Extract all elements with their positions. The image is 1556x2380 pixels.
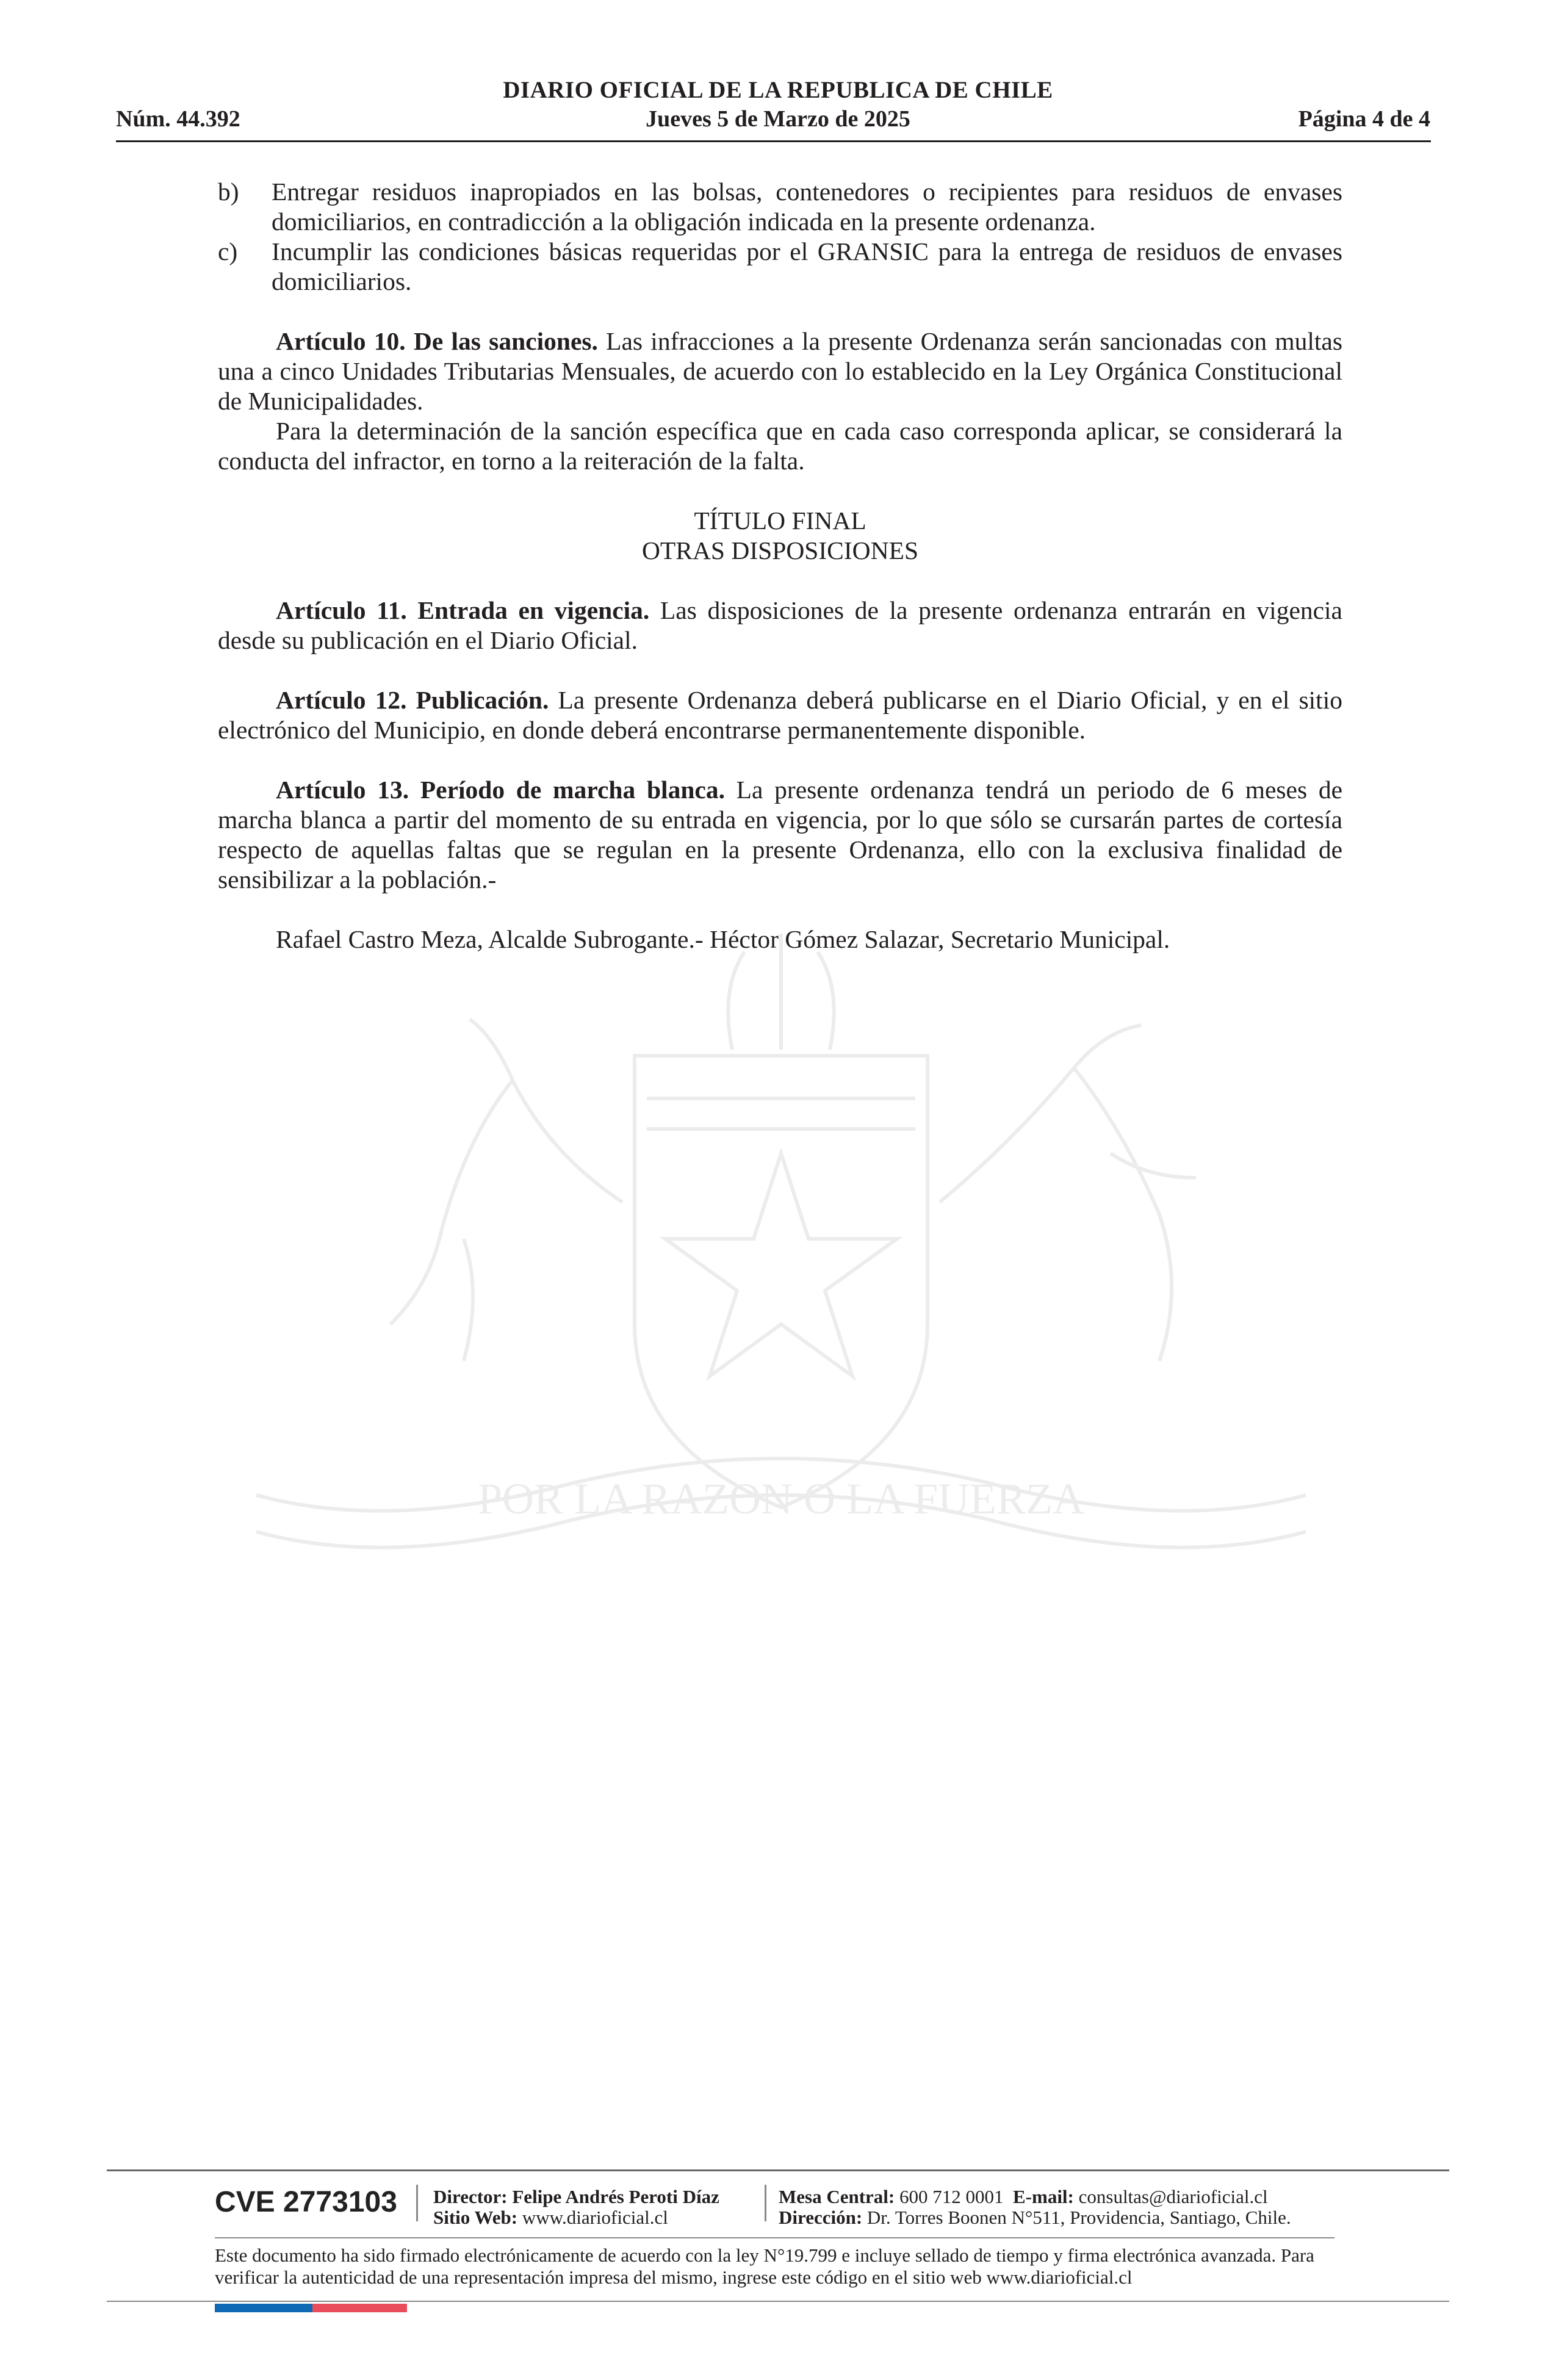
list-item-text: Entregar residuos inapropiados en las bolsas, contenedores o recipientes para residuos de envases domiciliarios, en contradicción a la obligación indicada en la presente ordenanza. bbox=[272, 178, 1342, 236]
signature-line: Rafael Castro Meza, Alcalde Subrogante.- Héctor Gómez Salazar, Secretario Municipal. bbox=[276, 925, 1170, 953]
article-12-text: La presente Ordenanza deberá publicarse en el Diario Oficial, y en el sitio electrónico del Municipio, en donde deberá encontrarse permanentemente disponible. bbox=[218, 686, 1342, 744]
contact-info bbox=[779, 2187, 1291, 2228]
flag-stripe-blue bbox=[215, 2304, 312, 2312]
article-11 bbox=[218, 596, 1342, 655]
article-13 bbox=[218, 775, 1342, 895]
legal-notice: Este documento ha sido firmado electrónicamente de acuerdo con la ley N°19.799 e incluye sellado de tiempo y firma electrónica avanzada. Para verificar la autenticidad de una representación impresa del mismo, ingrese este código en el sitio web www.diarioficial.cl bbox=[215, 2245, 1314, 2288]
list-item-label: b) bbox=[218, 178, 239, 206]
article-13-text: La presente ordenanza tendrá un periodo de 6 meses de marcha blanca a partir del momento de su entrada en vigencia, por lo que sólo se cursarán partes de cortesía respecto de aquellas faltas que se regulan en la presente Ordenanza, ello con la exclusiva finalidad de sensibilizar a la población.- bbox=[218, 776, 1343, 893]
page-indicator: Página 4 de 4 bbox=[1298, 106, 1430, 132]
article-10-text: Las infracciones a la presente Ordenanza serán sancionadas con multas una a cinco Unidades Tributarias Mensuales, de acuerdo con lo establecido en la Ley Orgánica Constitucional de Municipalidades. bbox=[218, 327, 1342, 415]
watermark-motto: POR LA RAZON O LA FUERZA bbox=[477, 1474, 1085, 1523]
article-12-heading: Artículo 12. Publicación. bbox=[276, 686, 549, 714]
director-info bbox=[433, 2187, 719, 2228]
article-10 bbox=[218, 326, 1342, 416]
list-item-label: c) bbox=[218, 237, 238, 265]
address-value: Dr. Torres Boonen N°511, Providencia, Santiago, Chile. bbox=[866, 2207, 1291, 2228]
address-label: Dirección: bbox=[779, 2207, 863, 2228]
director-label: Director: Felipe Andrés Peroti Díaz bbox=[433, 2186, 719, 2207]
email-link[interactable]: consultas@diarioficial.cl bbox=[1078, 2186, 1268, 2207]
article-11-text: Las disposiciones de la presente ordenanza entrarán en vigencia desde su publicación en el Diario Oficial. bbox=[218, 596, 1342, 654]
article-10-heading: Artículo 10. De las sanciones. bbox=[276, 327, 598, 355]
header-divider bbox=[116, 140, 1431, 142]
cve-code: CVE 2773103 bbox=[215, 2186, 397, 2218]
issue-number: Núm. 44.392 bbox=[116, 106, 240, 132]
footer-divider-bottom bbox=[107, 2301, 1449, 2302]
issue-date: Jueves 5 de Marzo de 2025 bbox=[646, 106, 910, 132]
newspaper-title: DIARIO OFICIAL DE LA REPUBLICA DE CHILE bbox=[503, 77, 1053, 103]
phone-value: 600 712 0001 bbox=[899, 2186, 1004, 2207]
article-12 bbox=[218, 685, 1342, 745]
phone-label: Mesa Central: bbox=[779, 2186, 895, 2207]
website-link[interactable]: www.diarioficial.cl bbox=[522, 2207, 668, 2228]
footer-separator bbox=[765, 2185, 766, 2221]
footer-divider-middle bbox=[215, 2237, 1334, 2238]
list-item bbox=[218, 237, 1342, 297]
article-11-heading: Artículo 11. Entrada en vigencia. bbox=[276, 596, 650, 624]
list-item bbox=[218, 177, 1342, 237]
website-label: Sitio Web: bbox=[433, 2207, 518, 2228]
document-body bbox=[218, 177, 1342, 954]
flag-stripe-red bbox=[312, 2304, 407, 2312]
email-label: E-mail: bbox=[1013, 2186, 1074, 2207]
title-final: TÍTULO FINAL bbox=[694, 507, 866, 535]
coat-of-arms-watermark bbox=[207, 897, 1355, 1611]
footer-separator bbox=[416, 2185, 418, 2221]
title-other-provisions: OTRAS DISPOSICIONES bbox=[641, 536, 919, 564]
article-13-heading: Artículo 13. Período de marcha blanca. bbox=[276, 776, 725, 804]
list-item-text: Incumplir las condiciones básicas requeridas por el GRANSIC para la entrega de residuos de envases domiciliarios. bbox=[272, 237, 1342, 295]
footer-divider-top bbox=[107, 2169, 1449, 2171]
article-10-paragraph-2: Para la determinación de la sanción específica que en cada caso corresponda aplicar, se considerará la conducta del infractor, en torno a la reiteración de la falta. bbox=[218, 417, 1342, 475]
